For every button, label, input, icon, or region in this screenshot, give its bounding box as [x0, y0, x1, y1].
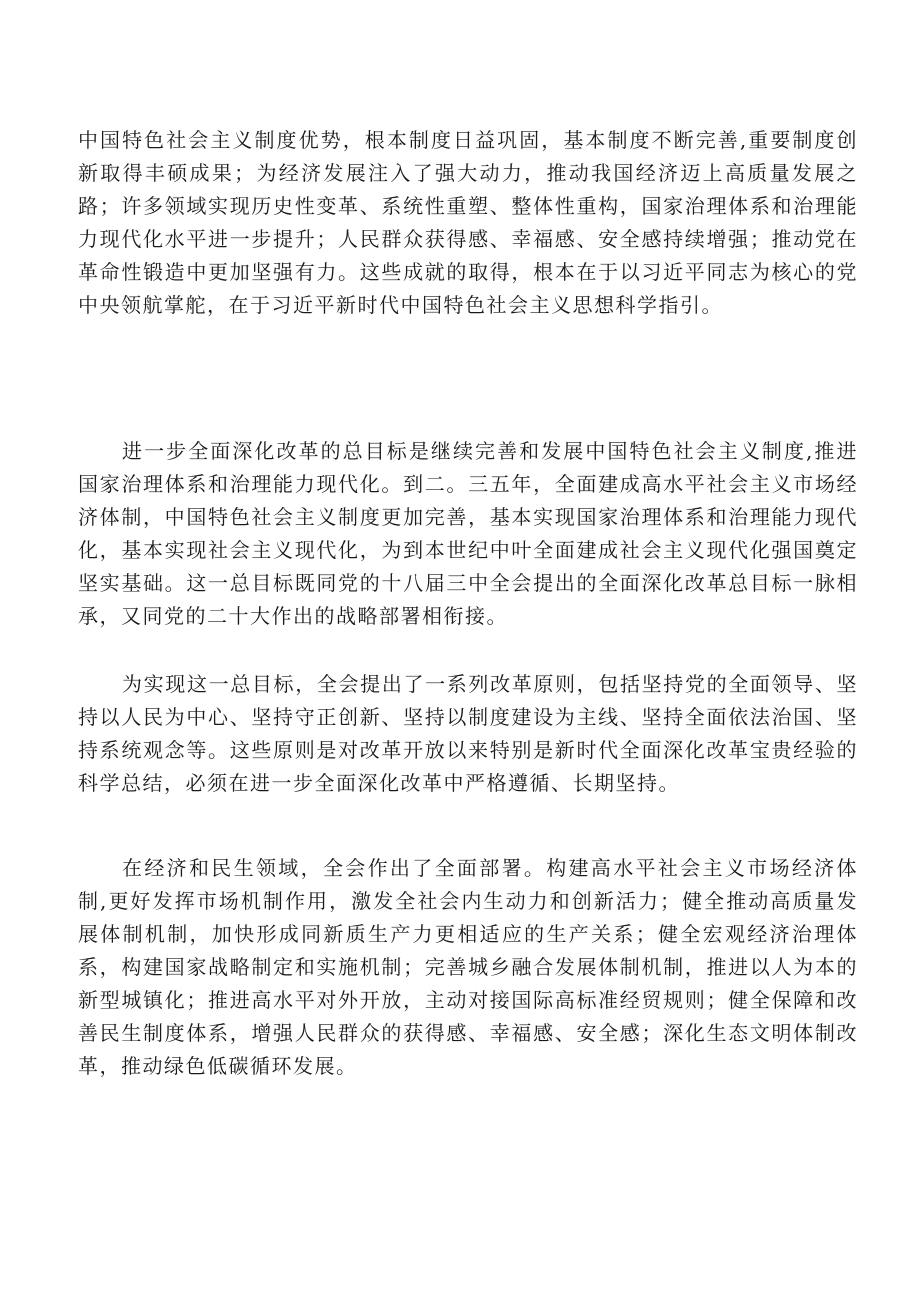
- paragraph-1: 中国特色社会主义制度优势，根本制度日益巩固，基本制度不断完善,重要制度创新取得丰硕成果；为经济发展注入了强大动力，推动我国经济迈上高质量发展之路；许多领域实现历史性变革、系统性重塑、整体性重构，国家治理体系和治理能力现代化水平进一步提升；人民群众获得感、幸福感、安全感持续增强；推动党在革命性锻造中更加坚强有力。这些成就的取得，根本在于以习近平同志为核心的党中央领航掌舵，在于习近平新时代中国特色社会主义思想科学指引。: [78, 128, 858, 317]
- paragraph-3: 为实现这一总目标，全会提出了一系列改革原则，包括坚持党的全面领导、坚持以人民为中心、坚持守正创新、坚持以制度建设为主线、坚持全面依法治国、坚持系统观念等。这些原则是对改革开放以来特别是新时代全面深化改革宝贵经验的科学总结，必须在进一步全面深化改革中严格遵循、长期坚持。: [78, 672, 858, 795]
- paragraph-4: 在经济和民生领域，全会作出了全面部署。构建高水平社会主义市场经济体制,更好发挥市场机制作用，激发全社会内生动力和创新活力；健全推动高质量发展体制机制，加快形成同新质生产力更相适应的生产关系；健全宏观经济治理体系，构建国家战略制定和实施机制；完善城乡融合发展体制机制，推进以人为本的新型城镇化；推进高水平对外开放，主动对接国际高标准经贸规则；健全保障和改善民生制度体系，增强人民群众的获得感、幸福感、安全感；深化生态文明体制改革，推动绿色低碳循环发展。: [78, 856, 858, 1078]
- paragraph-2: 进一步全面深化改革的总目标是继续完善和发展中国特色社会主义制度,推进国家治理体系和治理能力现代化。到二。三五年，全面建成高水平社会主义市场经济体制，中国特色社会主义制度更加完善，基本实现国家治理体系和治理能力现代化，基本实现社会主义现代化，为到本世纪中叶全面建成社会主义现代化强国奠定坚实基础。这一总目标既同党的十八届三中全会提出的全面深化改革总目标一脉相承，又同党的二十大作出的战略部署相衔接。: [78, 439, 858, 628]
